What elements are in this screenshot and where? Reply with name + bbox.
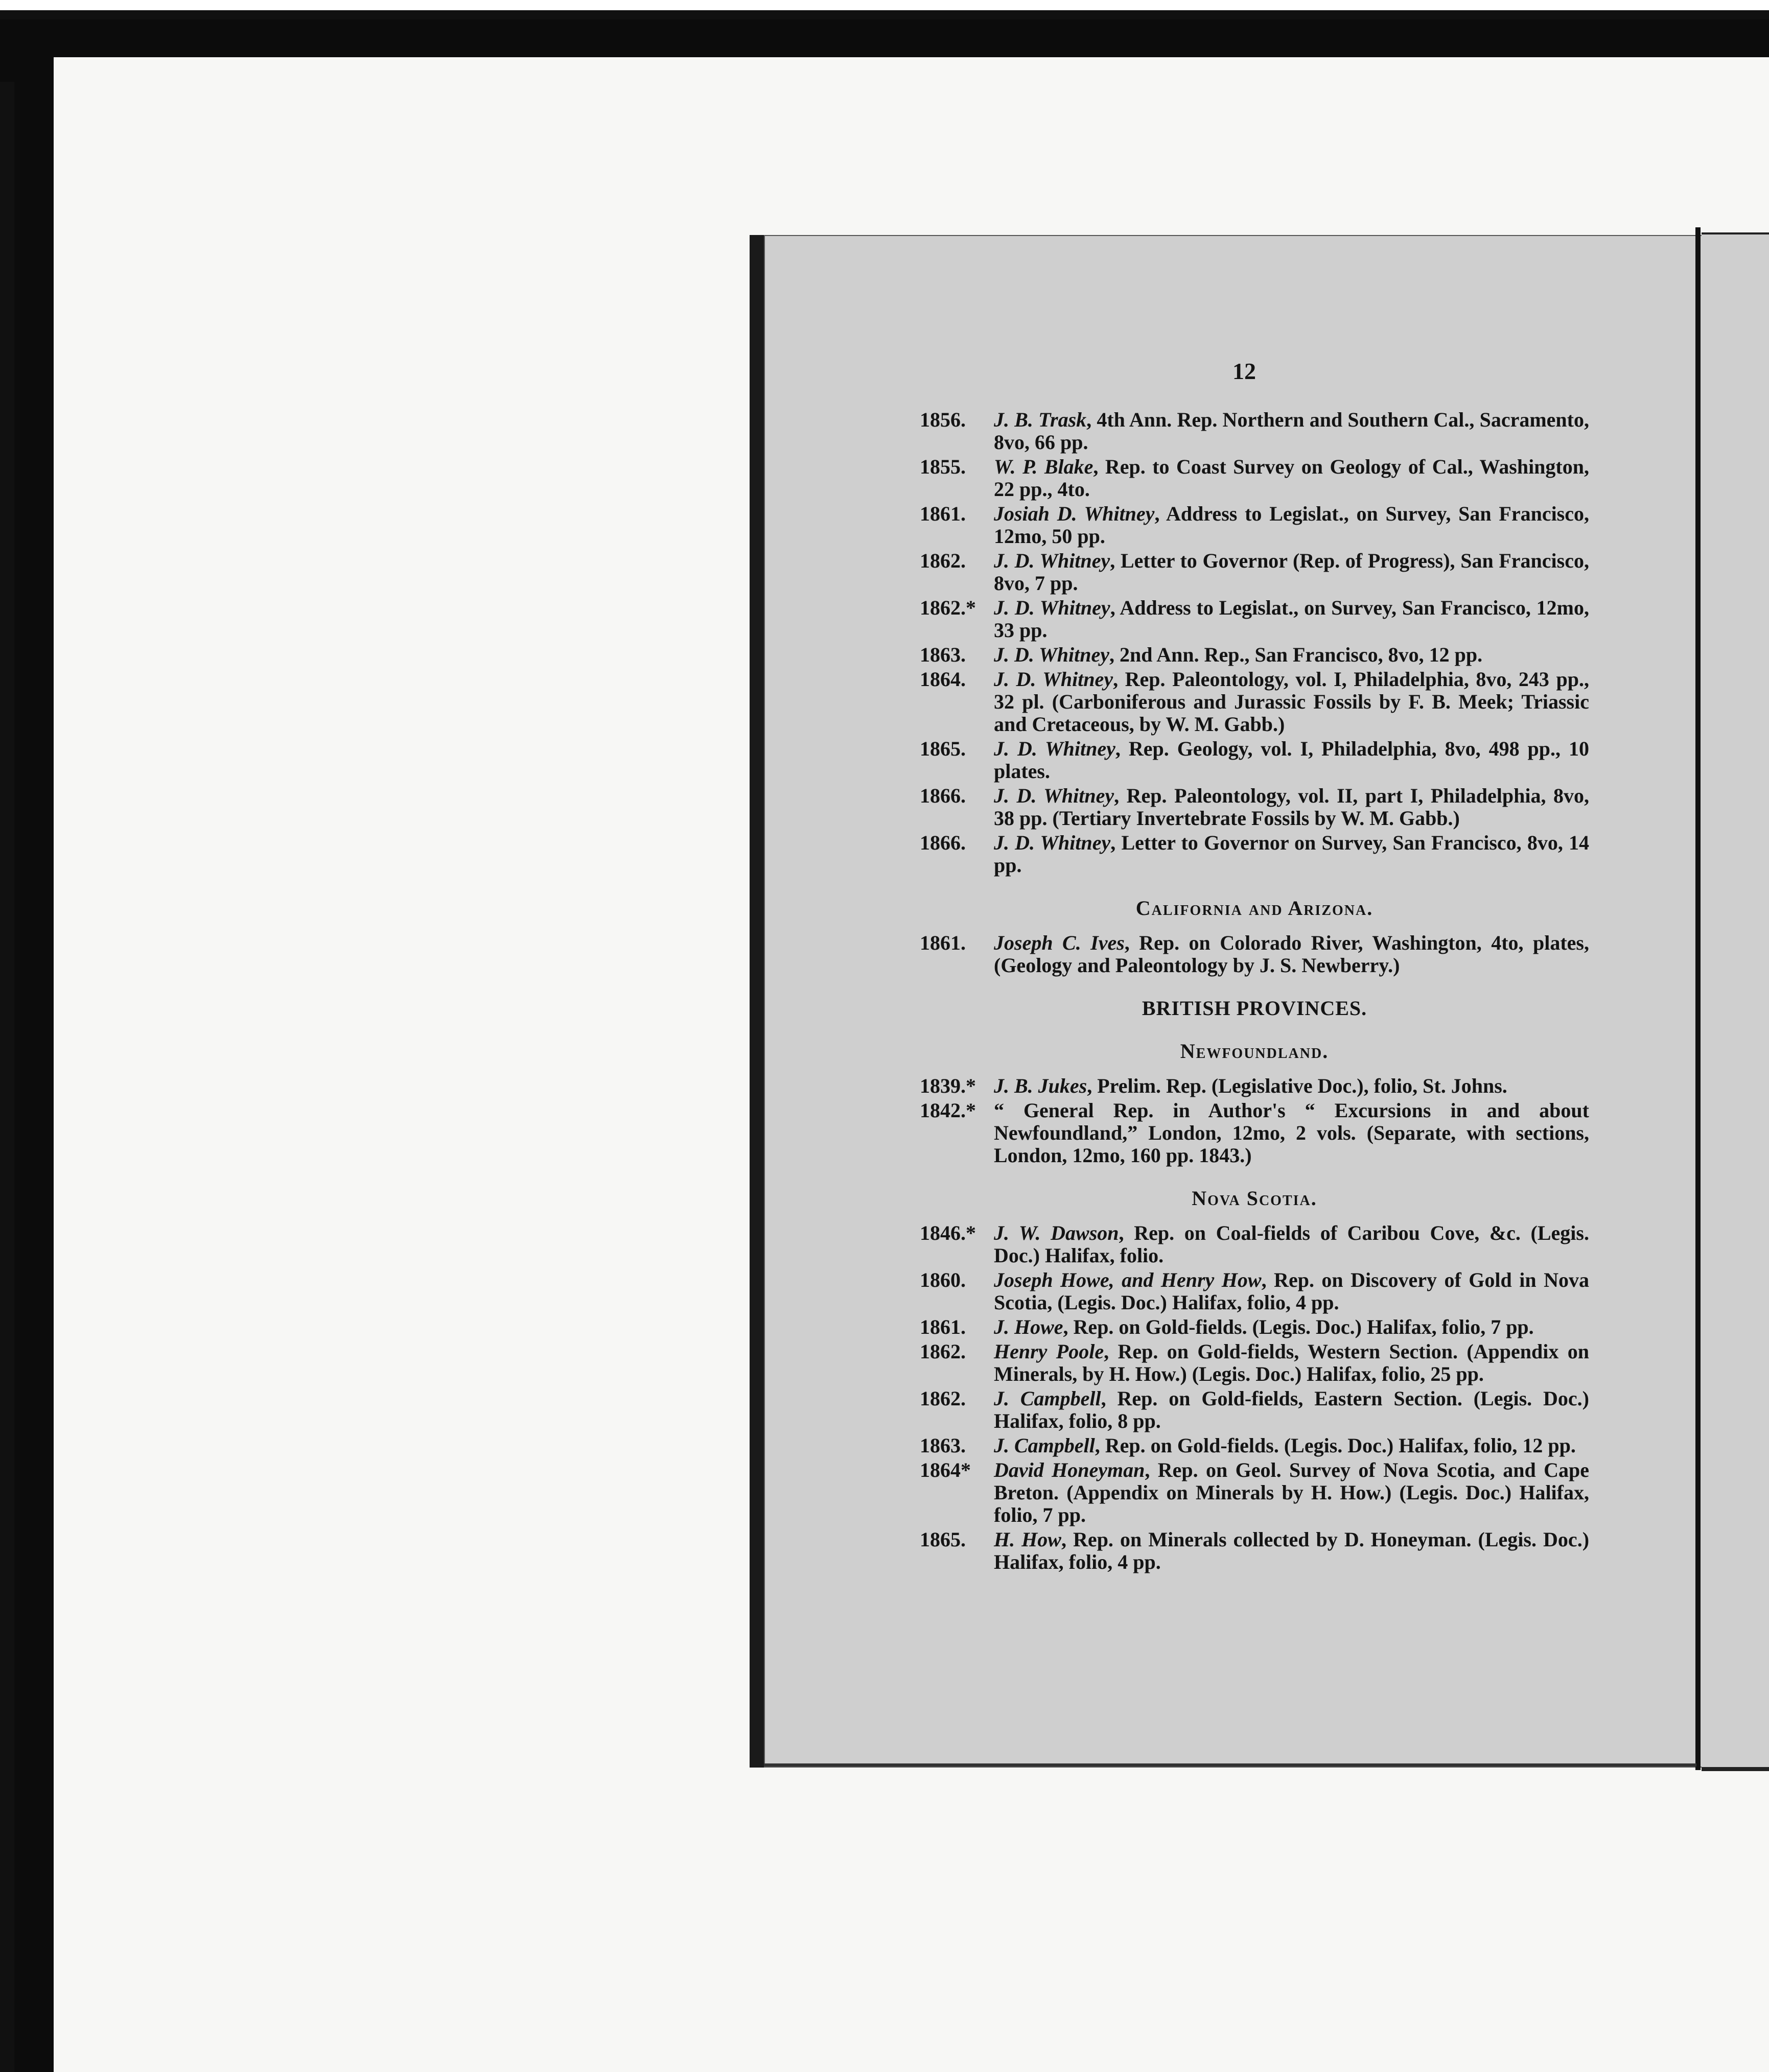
entry-year: 1866. xyxy=(920,784,966,807)
entry-author: Joseph Howe, and Henry How xyxy=(994,1268,1262,1291)
entry-text xyxy=(994,738,1589,783)
entry-year: 1856. xyxy=(920,408,966,431)
entry-author: H. How xyxy=(994,1528,1061,1551)
entry-author: J. D. Whitney xyxy=(994,643,1109,666)
heading-nova-scotia: Nova Scotia. xyxy=(1192,1187,1317,1210)
bibliography-entry xyxy=(920,644,1589,666)
entry-description: , Address to Legislat., on Survey, San Francisco, 12mo, 33 pp. xyxy=(994,596,1589,642)
entry-year: 1861. xyxy=(920,1315,966,1338)
scan-top-margin xyxy=(0,0,1769,10)
bibliography-entry xyxy=(920,738,1589,783)
entry-author: Henry Poole xyxy=(994,1340,1104,1363)
bibliography-entry xyxy=(920,1316,1589,1338)
entry-text xyxy=(994,456,1589,501)
entry-year: 1862. xyxy=(920,1340,966,1363)
entry-author: David Honeyman xyxy=(994,1458,1145,1481)
entry-year: 1866. xyxy=(920,831,966,854)
entry-text xyxy=(994,1459,1589,1526)
entry-description: , Rep. on Geol. Survey of Nova Scotia, and Cape Breton. (Appendix on Minerals by H. How.) (Legis. Doc.) Halifax, folio, 7 pp. xyxy=(994,1458,1589,1526)
entry-author: J. Howe xyxy=(994,1315,1063,1338)
entry-text xyxy=(994,1222,1589,1267)
entry-text xyxy=(994,1340,1589,1385)
entry-description: , Prelim. Rep. (Legislative Doc.), folio, St. Johns. xyxy=(1087,1074,1507,1097)
entry-year: 1839.* xyxy=(920,1074,976,1097)
entry-description: , Rep. on Colorado River, Washington, 4to, plates, (Geology and Paleontology by J. S. Newberry.) xyxy=(994,931,1589,977)
bibliography-entry xyxy=(920,1075,1589,1097)
bibliography-entry xyxy=(920,1459,1589,1526)
entry-author: W. P. Blake xyxy=(994,455,1093,478)
bibliography-entry xyxy=(920,932,1589,977)
entry-year: 1863. xyxy=(920,643,966,666)
entry-year: 1861. xyxy=(920,502,966,525)
entry-author: Josiah D. Whitney xyxy=(994,502,1155,525)
facing-page-edge xyxy=(1702,232,1769,1771)
entry-description: , Address to Legislat., on Survey, San Francisco, 12mo, 50 pp. xyxy=(994,502,1590,548)
entry-year: 1862. xyxy=(920,549,966,572)
bibliography-entry xyxy=(920,456,1589,501)
california-arizona-entries xyxy=(920,932,1589,977)
heading-newfoundland: Newfoundland. xyxy=(1180,1040,1329,1063)
entry-description: , Rep. on Discovery of Gold in Nova Scotia, (Legis. Doc.) Halifax, folio, 4 pp. xyxy=(994,1268,1590,1314)
entry-text xyxy=(994,409,1589,454)
entry-description: , Rep. on Coal-fields of Caribou Cove, &c. (Legis. Doc.) Halifax, folio. xyxy=(994,1221,1589,1267)
entry-description: , Letter to Governor on Survey, San Francisco, 8vo, 14 pp. xyxy=(994,831,1589,877)
entry-year: 1861. xyxy=(920,931,966,954)
entry-year: 1842.* xyxy=(920,1099,976,1122)
entry-year: 1860. xyxy=(920,1268,966,1291)
entry-year: 1863. xyxy=(920,1434,966,1457)
entry-description: , Letter to Governor (Rep. of Progress), San Francisco, 8vo, 7 pp. xyxy=(994,549,1589,595)
bibliography-entry xyxy=(920,503,1589,548)
entry-text xyxy=(994,668,1589,736)
entry-author: J. D. Whitney xyxy=(994,596,1110,619)
entry-description: , Rep. on Minerals collected by D. Honeyman. (Legis. Doc.) Halifax, folio, 4 pp. xyxy=(994,1528,1590,1573)
entry-text xyxy=(994,503,1589,548)
entry-author: J. W. Dawson xyxy=(994,1221,1119,1244)
bibliography-entry xyxy=(920,1528,1589,1573)
entry-year: 1862. xyxy=(920,1387,966,1410)
entry-description: , 2nd Ann. Rep., San Francisco, 8vo, 12 pp. xyxy=(1109,643,1483,666)
bibliography-entry xyxy=(920,1099,1589,1167)
entry-year: 1855. xyxy=(920,455,966,478)
entry-description: , Rep. on Gold-fields, Eastern Section. (Legis. Doc.) Halifax, folio, 8 pp. xyxy=(994,1387,1589,1432)
page-spine xyxy=(1695,227,1701,1770)
entry-author: J. D. Whitney xyxy=(994,831,1111,854)
entry-text xyxy=(994,1387,1589,1432)
scan-left-gutter xyxy=(0,82,14,2072)
entry-description: , Rep. on Gold-fields. (Legis. Doc.) Halifax, folio, 12 pp. xyxy=(1095,1434,1576,1457)
entry-author: J. Campbell xyxy=(994,1387,1101,1410)
page-number: 12 xyxy=(1232,358,1256,384)
entry-text xyxy=(994,932,1589,977)
heading-british-provinces: BRITISH PROVINCES. xyxy=(1142,997,1367,1020)
entry-author: J. D. Whitney xyxy=(994,549,1110,572)
newfoundland-entries xyxy=(920,1075,1589,1167)
entry-text xyxy=(994,832,1589,877)
entry-text xyxy=(994,1434,1589,1457)
entry-text xyxy=(994,597,1589,642)
entry-description: , Rep. to Coast Survey on Geology of Cal., Washington, 22 pp., 4to. xyxy=(994,455,1589,501)
entry-text xyxy=(994,550,1589,595)
bibliography-entry xyxy=(920,597,1589,642)
bibliography-entry xyxy=(920,668,1589,736)
entry-text xyxy=(994,1528,1589,1573)
bibliography-entry xyxy=(920,1269,1589,1314)
entry-description: “ General Rep. in Author's “ Excursions in and about Newfoundland,” London, 12mo, 2 vols. (Separate, with sections, London, 12mo, 160 pp. 1843.) xyxy=(994,1099,1589,1167)
bibliography-entry xyxy=(920,409,1589,454)
entry-text xyxy=(994,1269,1589,1314)
entry-year: 1864* xyxy=(920,1458,971,1481)
entry-author: J. Campbell xyxy=(994,1434,1095,1457)
entry-description: , Rep. Paleontology, vol. II, part I, Philadelphia, 8vo, 38 pp. (Tertiary Invertebrate Fossils by W. M. Gabb.) xyxy=(994,784,1589,830)
entry-text xyxy=(994,1316,1589,1338)
bibliography-entry xyxy=(920,785,1589,830)
entry-description: , Rep. Geology, vol. I, Philadelphia, 8vo, 498 pp., 10 plates. xyxy=(994,737,1589,783)
entry-text xyxy=(994,785,1589,830)
entry-year: 1865. xyxy=(920,1528,966,1551)
nova-scotia-entries xyxy=(920,1222,1589,1573)
entry-text xyxy=(994,1075,1589,1097)
scan-top-border xyxy=(0,10,1769,19)
entry-description: , 4th Ann. Rep. Northern and Southern Cal., Sacramento, 8vo, 66 pp. xyxy=(994,408,1589,454)
bibliography-entry xyxy=(920,832,1589,877)
entry-author: J. D. Whitney xyxy=(994,737,1115,760)
entry-description: , Rep. on Gold-fields. (Legis. Doc.) Halifax, folio, 7 pp. xyxy=(1063,1315,1534,1338)
entry-author: J. B. Trask xyxy=(994,408,1087,431)
bibliography-entry xyxy=(920,550,1589,595)
entry-year: 1864. xyxy=(920,668,966,691)
entry-author: J. D. Whitney xyxy=(994,784,1114,807)
page-bottom-edge xyxy=(764,1763,1696,1767)
entry-description: , Rep. Paleontology, vol. I, Philadelphia, 8vo, 243 pp., 32 pl. (Carboniferous and Jurassic Fossils by F. B. Meek; Triassic and Cretaceous, by W. M. Gabb.) xyxy=(994,668,1589,736)
entry-author: Joseph C. Ives xyxy=(994,931,1125,954)
entry-author: J. D. Whitney xyxy=(994,668,1113,691)
entry-year: 1846.* xyxy=(920,1221,976,1244)
entry-year: 1862.* xyxy=(920,596,976,619)
bibliography-entry xyxy=(920,1434,1589,1457)
entry-text xyxy=(994,1099,1589,1167)
bibliography-entry xyxy=(920,1387,1589,1432)
entry-year: 1865. xyxy=(920,737,966,760)
heading-california-arizona: California and Arizona. xyxy=(1135,897,1374,920)
entry-text xyxy=(994,644,1589,666)
california-entries xyxy=(920,409,1589,877)
bibliography-entry xyxy=(920,1340,1589,1385)
entry-author: J. B. Jukes xyxy=(994,1074,1087,1097)
entries-list xyxy=(920,409,1589,1575)
entry-description: , Rep. on Gold-fields, Western Section. (Appendix on Minerals, by H. How.) (Legis. Doc.) Halifax, folio, 25 pp. xyxy=(994,1340,1590,1385)
bibliography-entry xyxy=(920,1222,1589,1267)
